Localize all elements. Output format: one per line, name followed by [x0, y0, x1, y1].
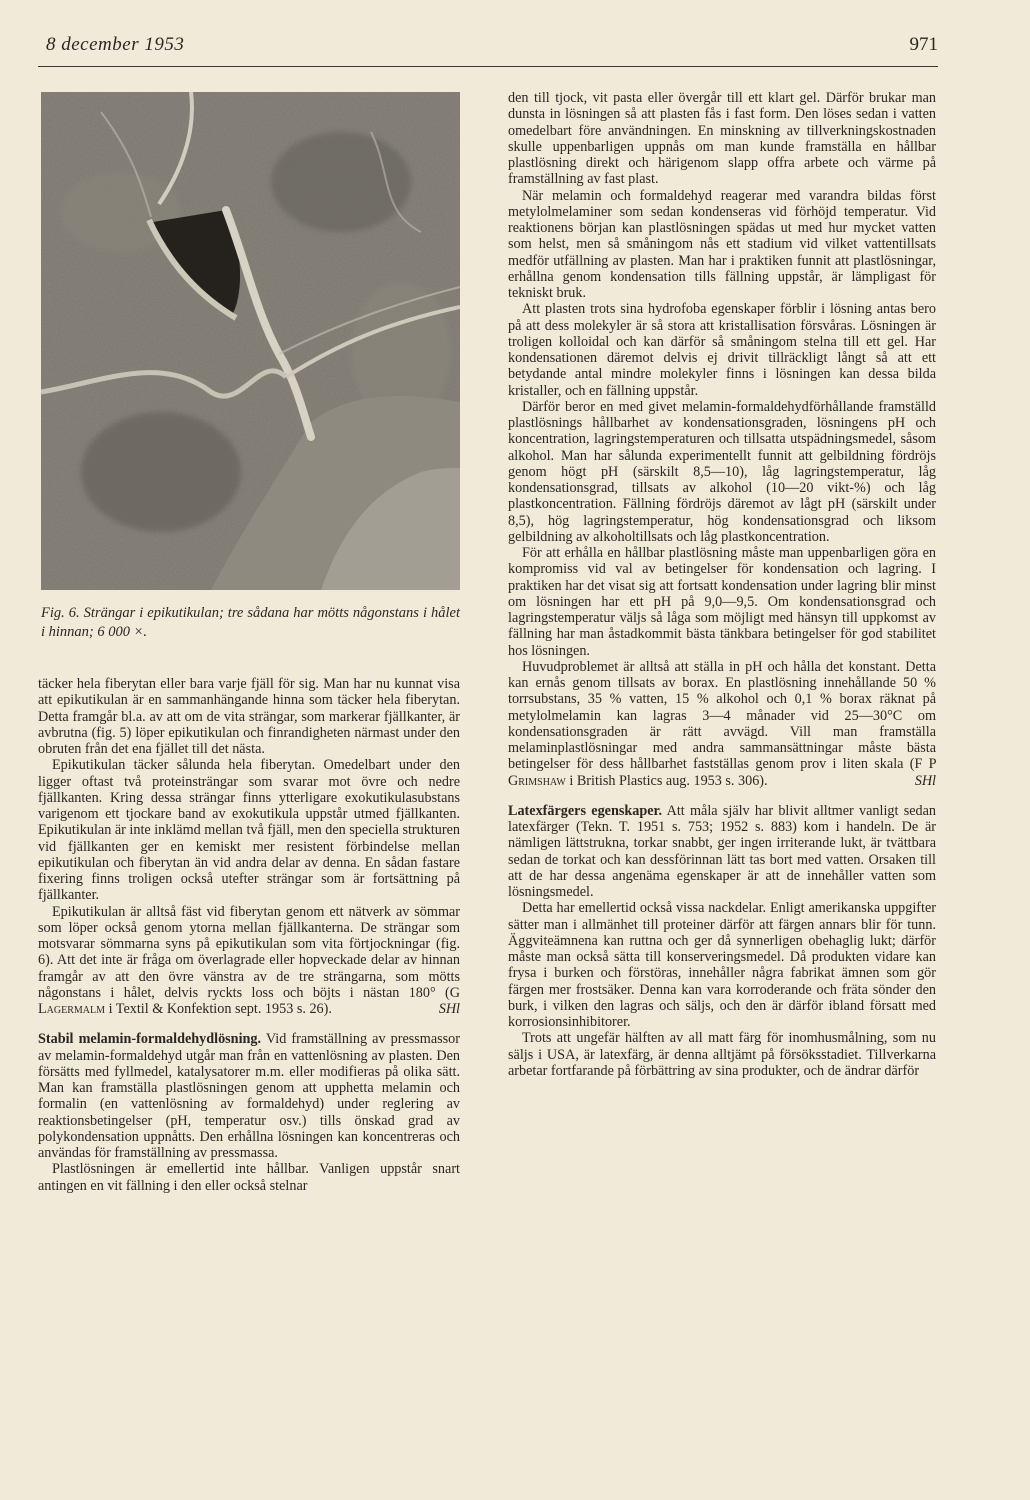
- paragraph: Epikutikulan täcker sålunda hela fiberytan. Omedelbart under den ligger oftast två proteinsträngar som svarar mot övre och nedre fjällkanten. Kring dessa strängar finns ytterligare exokutikulasubstans varigenom ett tjockare band av exokutikula uppstår utmed fjällkanten. Epikutikulan är inte inklämd mellan två fjäll, men den speciella strukturen vid fjällkanten ger en kemiskt mer resistent förbindelse mellan epikutikulan och fiberytan än vid andra delar av denna. En sådan fastare fixering finns troligen också utefter strängar som är fortsättning på fjällkanter.: [38, 757, 460, 904]
- signature: SHl: [438, 1001, 460, 1017]
- paragraph: Att plasten trots sina hydrofoba egenskaper förblir i lösning antas bero på att dess molekyler är så stora att kristallisation försvåras. Lösningen är troligen kolloidal och kan därför så småningom stelna till ett gel. Har kondensationen däremot delvis ej drivit tillräckligt långt så att ett betydande antal mindre molekyler finns i lösningen kan dessa bilda kristaller, och en fällning uppstår.: [508, 301, 936, 399]
- article-heading: Latexfärgers egenskaper.: [508, 802, 663, 819]
- paragraph: När melamin och formaldehyd reagerar med varandra bildas först metylolmelaminer som sedan kondenseras vid förhöjd temperatur. Vid reaktionens början kan plastlösningen spädas ut med hur mycket vatten som helst, men så småningom nås ett stadium vid vilket vattentillsats medför utfällning av plasten. Man har i praktiken funnit att plastlösningar, erhållna genom kondensation tills fällning uppstår, är lämpligast för tekniskt bruk.: [508, 187, 936, 301]
- paragraph: [38, 904, 460, 1018]
- paragraph-text: i Textil & Konfektion sept. 1953 s. 26).: [108, 1001, 332, 1017]
- paragraph: Trots att ungefär hälften av all matt färg för inomhusmålning, som nu säljs i USA, är latexfärg, är denna alltjämt på försöksstadiet. Tillverkarna arbetar fortfarande på förbättring av sina produkter, och de ändrar därför: [508, 1030, 936, 1079]
- page-header: [38, 30, 938, 67]
- page-number: 971: [909, 34, 938, 55]
- issue-date: 8 december 1953: [46, 34, 185, 55]
- signature: SHl: [914, 772, 936, 789]
- caption-text: Strängar i epikutikulan; tre sådana har mötts någonstans i hålet i hinnan; 6 000 ×.: [41, 605, 460, 640]
- micrograph-image: [41, 92, 460, 590]
- author-name: Grimshaw: [508, 772, 566, 789]
- article-heading: Stabil melamin-formaldehydlösning.: [38, 1031, 262, 1048]
- article-intro: [38, 1031, 460, 1161]
- paragraph: Detta har emellertid också vissa nackdelar. Enligt amerikanska uppgifter sätter man i allmänhet till proteiner därför att färgen annars blir för tunn. Äggviteämnena kan ruttna och ger då synnerligen obehaglig lukt; därför måste man också sätta till konserveringsmedel. Då produkten vidare kan frysa i burken och förstöras, innehåller några fabrikat ämnen som gör färgen mer frostsäker. Denna kan vara korroderande och fräta sönder den burk, i vilken den lagras och säljs, och den är därför ibland försatt med korrosionsinhibitorer.: [508, 900, 936, 1030]
- paragraph-text: Vid framställning av pressmassor av melamin-formaldehyd utgår man från en vattenlösning av plasten. Den försätts med fyllmedel, katalysatorer m.m. eller modifieras på olika sätt. Man kan framställa plastlösningen genom att upphetta melamin och formalin (en vattenlösning av formaldehyd) under reglering av reaktionsbetingelser (pH, temperatur osv.) tills önskad grad av polykondensation uppnåtts. Den erhållna lösningen kan koncentreras och användas för framställning av pressmassa.: [38, 1031, 460, 1161]
- paragraph: För att erhålla en hållbar plastlösning måste man uppenbarligen göra en kompromiss vid val av betingelser för kondensation och lagring. I praktiken har det visat sig att fortsatt kondensation under lagring blir minst om lösningen har ett pH på 9,0—9,5. Om kondensationsgrad och lagringstemperatur väljs så låga som möjligt med hänsyn till uppkomst av fällning har man åstadkommit bästa tänkbara betingelser för god stabilitet hos lösningen.: [508, 545, 936, 659]
- paragraph-text: Huvudproblemet är alltså att ställa in pH och hålla det konstant. Detta kan ernås genom tillsats av borax. En plastlösning innehållande 50 % torrsubstans, 35 % vatten, 15 % alkohol och 0,1 % borax räknat på metylolmelamin kan lagras 3—4 månader vid 25—30°C om kondensationsgraden är rätt avvägd. Vill man framställa melaminplastlösningar med andra sammansättningar måste bästa betingelser för dess hållbarhet fastställas genom prov i liten skala (F P: [508, 658, 936, 773]
- left-column: [38, 676, 460, 1194]
- right-column: [508, 90, 936, 1079]
- paragraph: [508, 659, 936, 789]
- figure-caption: [41, 604, 460, 642]
- paragraph: den till tjock, vit pasta eller övergår till ett klart gel. Därför brukar man dunsta in lösningen så att plasten fås i fast form. Den löses sedan i vatten omedelbart före användningen. En minskning av tillverkningskostnaden skulle uppenbarligen uppnås om man kunde framställa en hållbar plastlösning direkt och härigenom slapp offra arbete och värme på framställning av fast plast.: [508, 90, 936, 188]
- paragraph-text: Att måla själv har blivit alltmer vanligt sedan latexfärger (Tekn. T. 1951 s. 753; 1952 s. 883) kom i handeln. De är nämligen lättstrukna, torkar snabbt, ger ingen irriterande lukt, är tvättbara sedan de torkat och kan dessförinnan lätt tas bort med vatten. Orsaken till att de har dessa angenäma egenskaper är att de innehåller vatten som lösningsmedel.: [508, 802, 937, 900]
- paragraph-text: i British Plastics aug. 1953 s. 306).: [569, 772, 768, 789]
- caption-label: Fig. 6.: [41, 605, 80, 621]
- article-intro: [508, 803, 936, 901]
- paragraph: Plastlösningen är emellertid inte hållbar. Vanligen uppstår snart antingen en vit fällning i den eller också stelnar: [38, 1161, 460, 1194]
- micrograph-figure: [41, 92, 460, 590]
- paragraph-text: Epikutikulan är alltså fäst vid fiberytan genom ett nätverk av sömmar som löper också genom ytorna mellan fjällkanterna. De strängar som motsvarar sömmarna syns på epikutikulan som vita förtjockningar (fig. 6). Att det inte är fråga om överlagrade eller hopveckade delar av hinnan framgår av att den övre vänstra av de tre strängarna, som mötts någonstans i hålet, delvis ryckts loss och böjts i nästan 180° (G: [38, 903, 460, 1001]
- paragraph: täcker hela fiberytan eller bara varje fjäll för sig. Man har nu kunnat visa att epikutikulan är en sammanhängande hinna som täcker hela fiberytan. Detta framgår bl.a. av att om de vita strängar, som markerar fjällkanter, är avbrutna (fig. 5) löper epikutikulan och finrandigheten närmast under den obruten från det ena fjället till det nästa.: [38, 676, 460, 757]
- author-name: Lagermalm: [38, 1001, 106, 1017]
- paragraph: Därför beror en med givet melamin-formaldehydförhållande framställd plastlösnings hållbarhet av kondensationsgraden, lösningens pH och koncentration, lagringstemperaturen och tillsatta utspädningsmedel, såsom alkohol. Man har sålunda experimentellt funnit att gelbildning fördröjs genom högt pH (särskilt 8,5—10), låg lagringstemperatur, låg kondensationsgrad, tillsats av alkohol (10—20 vikt-%) och låg plastkoncentration. Fällning fördröjs däremot av lågt pH (särskilt under 8,5), hög lagringstemperatur, hög kondensationsgrad och liksom gelbildning av alkoholtillsats och låg plastkoncentration.: [508, 398, 936, 545]
